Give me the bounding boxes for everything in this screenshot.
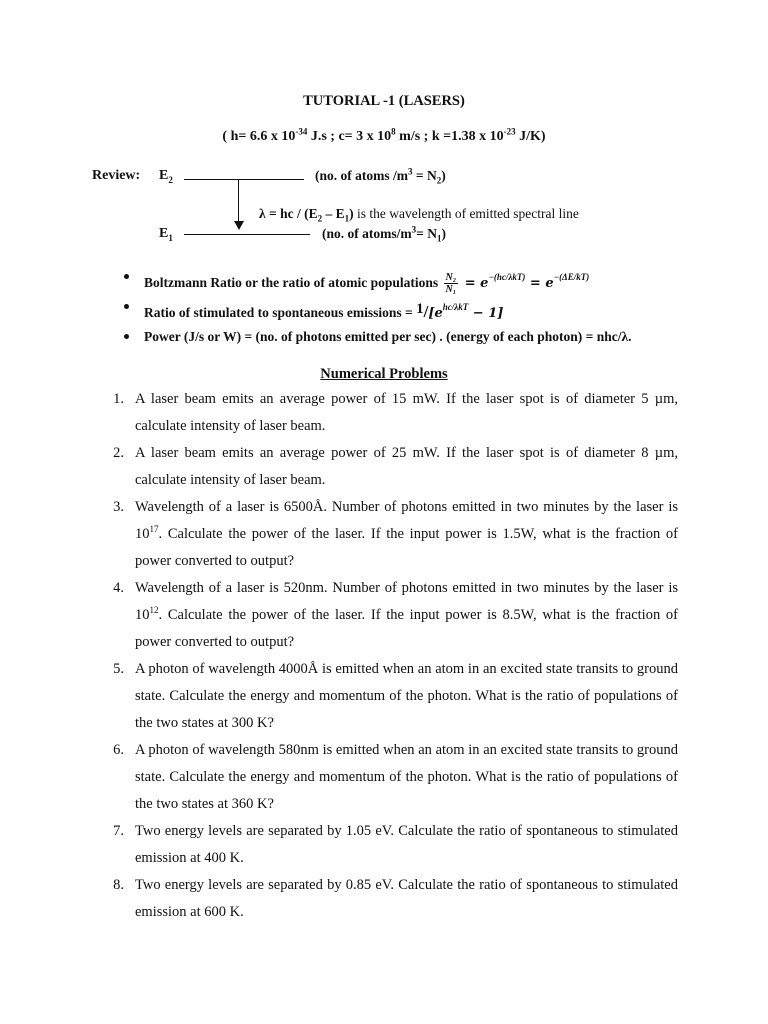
energy-level-e2-line (184, 179, 304, 180)
energy-level-e1-line (184, 234, 310, 235)
problem-item: 7. Two energy levels are separated by 1.05 eV. Calculate the ratio of spontaneous to stimulated emission at 400 K. (113, 823, 678, 866)
wavelength-relation: λ = hc / $(E_2 - E_1)$ is the wavelength of emitted spectral line (259, 206, 579, 224)
bullet-dot (124, 334, 129, 339)
problem-list (104, 386, 678, 926)
physical-constants (0, 126, 768, 145)
bullet-dot (124, 274, 129, 279)
transition-arrow-head (234, 221, 244, 230)
population-fraction: $\frac{\text{N₂}}{\text{N₁}}$ (445, 272, 457, 296)
problem-item: 8. Two energy levels are separated by 0.85 eV. Calculate the ratio of spontaneous to stimulated emission at 600 K. (113, 877, 678, 920)
upper-level-note: (no. of atoms $/m^3 = N_2$) (315, 166, 446, 186)
problem-item: 2. A laser beam emits an average power of 25 mW. If the laser spot is of diameter 8 µm, calculate intensity of laser beam. (113, 445, 678, 488)
level-e2-label: $E_2$ (159, 168, 173, 185)
bullet-stimulated-ratio: Ratio of stimulated to spontaneous emissions = $1/[e^{hc/\lambda kT} - 1]$ (120, 292, 740, 322)
exponent: -23 (503, 126, 516, 137)
constant-k: m/s ; k =1.38 x 10 (395, 129, 504, 144)
problem-item: 3. Wavelength of a laser is 6500Å. Number of photons emitted in two minutes by the laser is $10^{17}$. Calculate the power of the laser. If the input power is 1.5W, what is the fraction of power converted to output? (113, 499, 678, 569)
constant-units: J/K) (515, 129, 546, 144)
review-label: Review: (92, 168, 141, 183)
exponent: -34 (295, 126, 308, 137)
problem-item: 1. A laser beam emits an average power of 15 mW. If the laser spot is of diameter 5 µm, calculate intensity of laser beam. (113, 391, 678, 434)
level-e1-label: $E_1$ (159, 226, 173, 243)
section-title-numerical-problems: Numerical Problems (320, 366, 448, 382)
constant-h: ( h= 6.6 x 10 (222, 129, 296, 144)
formula-bullet-list (120, 262, 740, 352)
lower-level-note: (no. of atoms/$m^3= N_1$) (322, 224, 446, 244)
exponent: 8 (391, 126, 396, 137)
problem-item: 6. A photon of wavelength 580nm is emitted when an atom in an excited state transits to ground state. Calculate the energy and momentum of the photon. What is the ratio of populations of the two states at 360 K? (113, 742, 678, 812)
constant-c: J.s ; c= 3 x 10 (307, 129, 392, 144)
problem-item: 4. Wavelength of a laser is 520nm. Number of photons emitted in two minutes by the laser is $10^{12}$. Calculate the power of the laser. If the input power is 8.5W, what is the fraction of power converted to output? (113, 580, 678, 650)
bullet-boltzmann-ratio: Boltzmann Ratio or the ratio of atomic populations $\frac{\text{N₂}}{\text{N₁}}$ = $e^{-(hc/\lambda kT)} = e^{-(\Delta E/kT)}$ (120, 262, 740, 292)
page-title: TUTORIAL -1 (LASERS) (303, 93, 465, 109)
transition-arrow-shaft (238, 180, 239, 222)
bullet-power: Power (J/s or W) = (no. of photons emitted per sec) . (energy of each photon) = nhc/λ. (120, 322, 740, 352)
problem-item: 5. A photon of wavelength 4000Å is emitted when an atom in an excited state transits to ground state. Calculate the energy and momentum of the photon. What is the ratio of populations of the two states at 300 K? (113, 661, 678, 731)
bullet-dot (124, 304, 129, 309)
